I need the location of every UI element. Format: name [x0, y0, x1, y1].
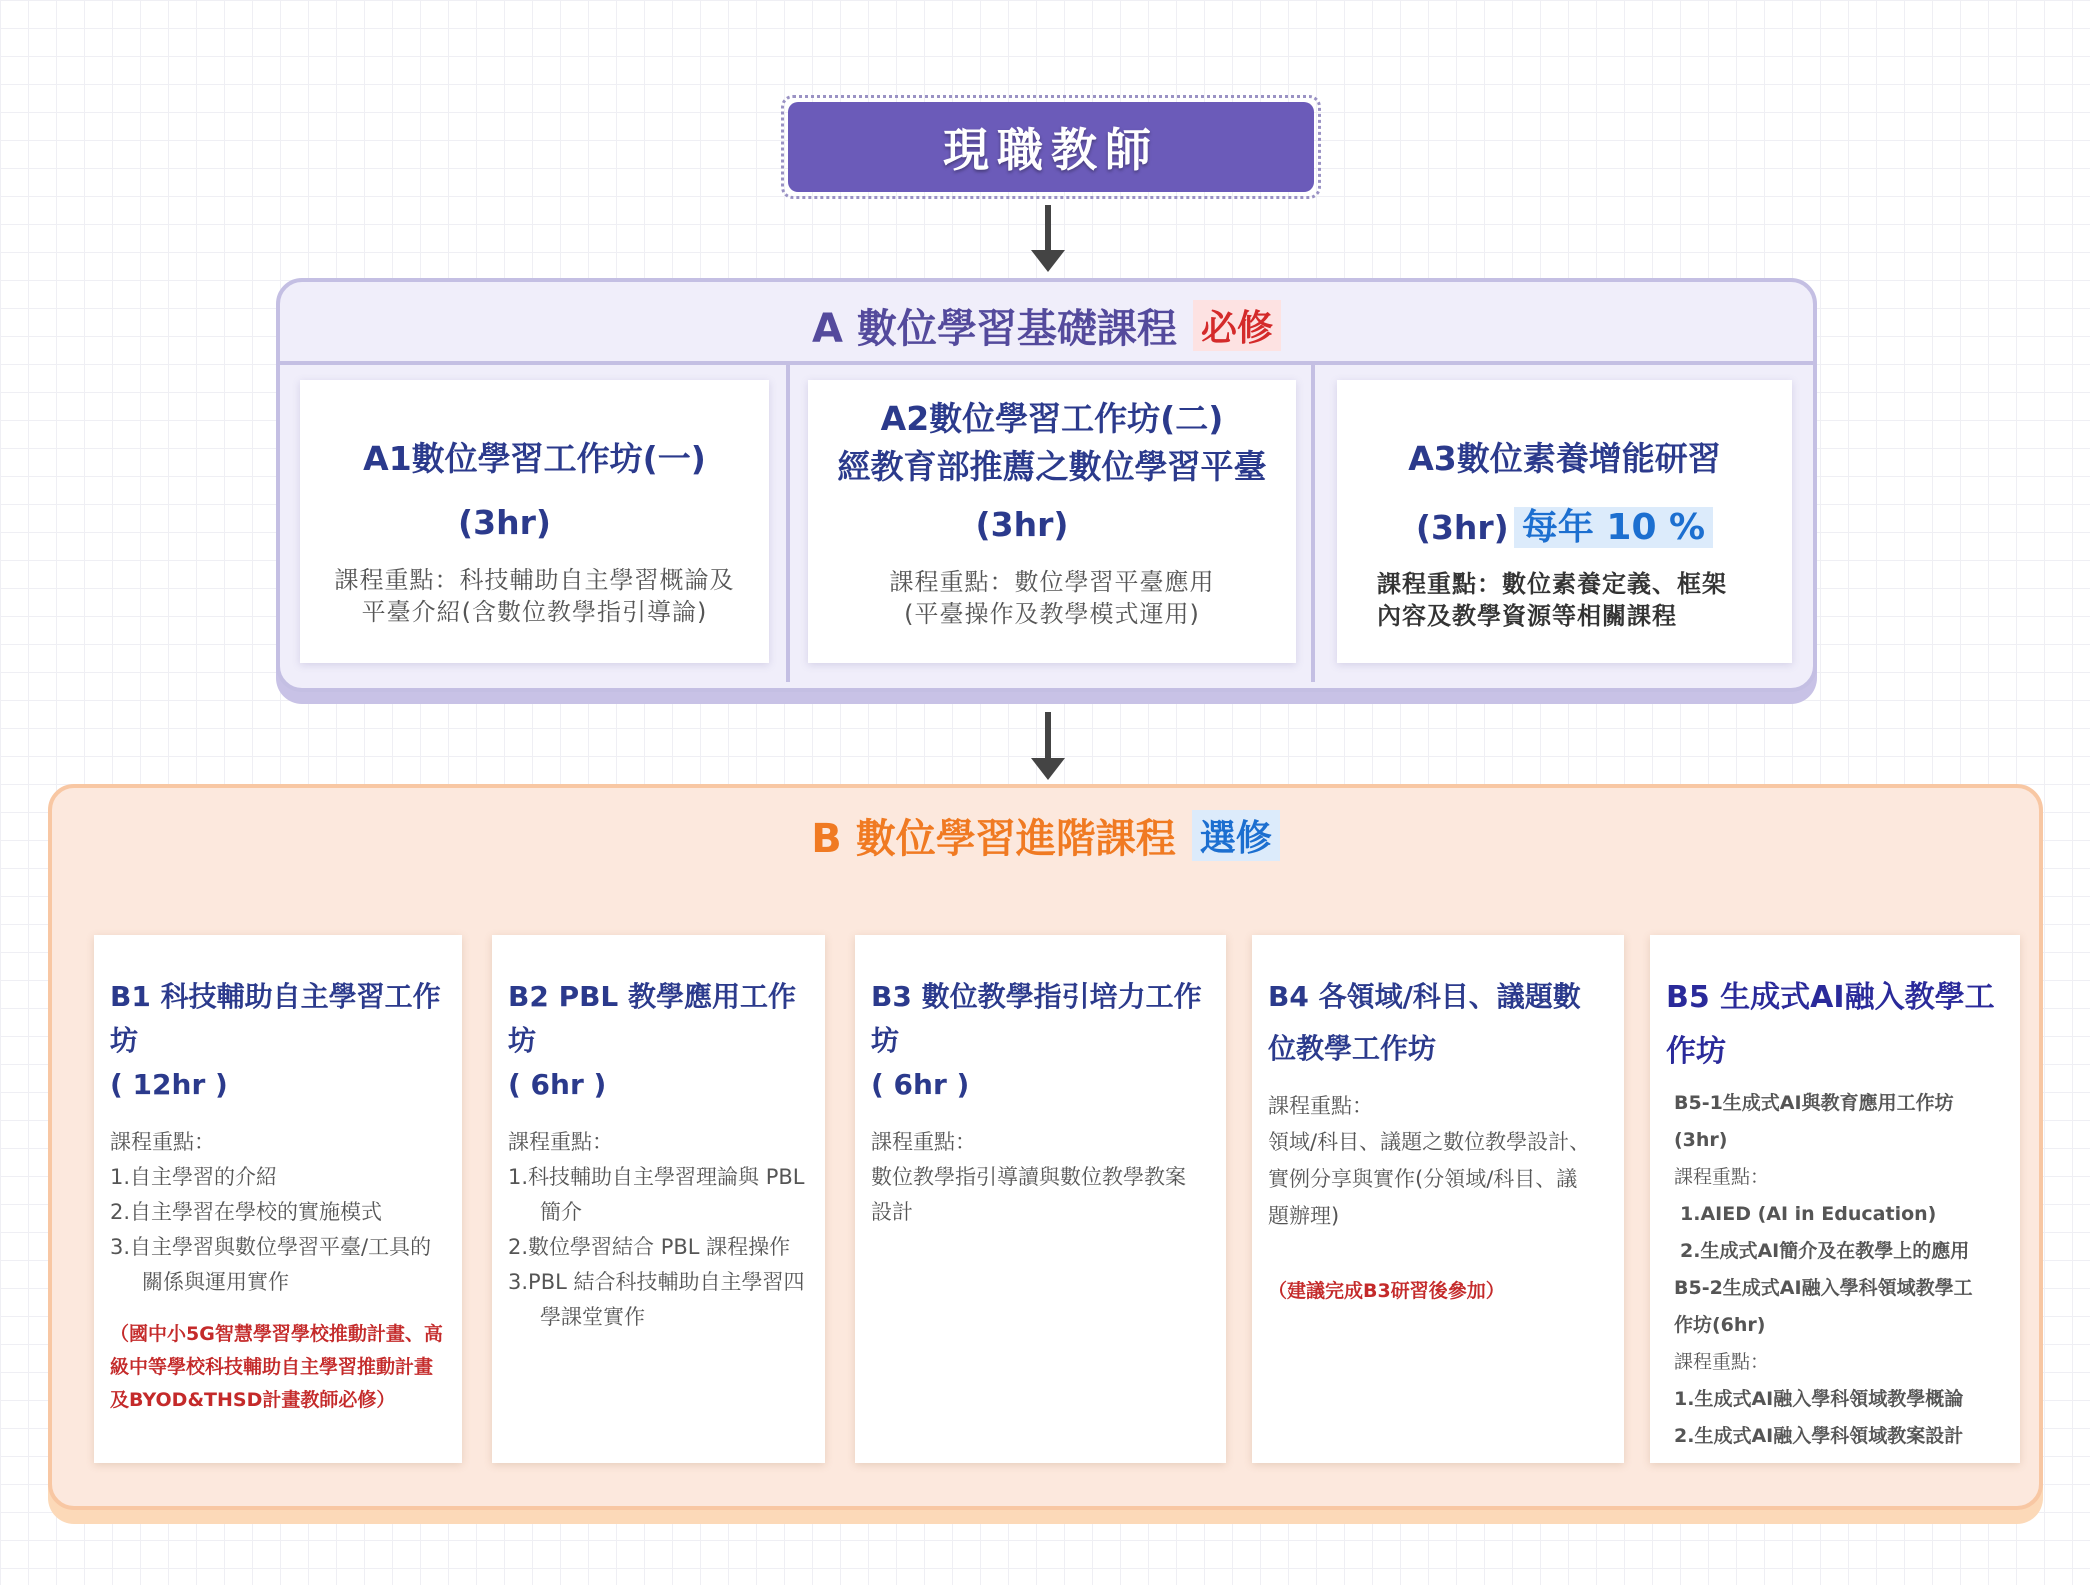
card-text-line: 課程重點：	[1674, 1351, 1770, 1373]
section-a-title: A 數位學習基礎課程	[812, 305, 1177, 352]
yearly-percent-badge: 每年 10 %	[1514, 507, 1713, 548]
course-card-b5	[1650, 935, 2020, 1463]
card-text-line: 實例分享與實作(分領域/科目、議	[1268, 1167, 1578, 1191]
course-card-b1	[94, 935, 462, 1463]
card-focus-label: 課程重點：	[508, 1130, 613, 1154]
course-card-a2	[808, 380, 1296, 663]
card-text-line: B5-1生成式AI與教育應用工作坊	[1674, 1092, 1954, 1114]
card-note: （建議完成B3研習後參加）	[1268, 1280, 1505, 1302]
card-text-line: 作坊(6hr)	[1674, 1314, 1766, 1336]
card-title: A3數位素養增能研習	[1408, 439, 1721, 478]
arrow-1-line	[1045, 205, 1051, 253]
card-text-line: 課程重點：	[1674, 1166, 1770, 1188]
card-text-line: (3hr)	[1674, 1129, 1728, 1151]
card-hours: (3hr)	[975, 505, 1069, 544]
card-list-item: 3.自主學習與數位學習平臺/工具的關係與運用實作	[110, 1235, 432, 1294]
card-title-line: A2數位學習工作坊(二)	[880, 399, 1224, 438]
arrow-1-head	[1031, 250, 1065, 272]
card-title-line: 位教學工作坊	[1268, 1032, 1437, 1065]
course-card-b2	[492, 935, 825, 1463]
card-title-line: 經教育部推薦之數位學習平臺	[837, 447, 1267, 486]
card-title-line: B1 科技輔助自主學習工作坊	[110, 980, 441, 1057]
card-hours: (3hr)	[458, 503, 551, 542]
card-text-line: 題辦理)	[1268, 1204, 1340, 1228]
arrow-2-head	[1031, 758, 1065, 780]
card-title: A1數位學習工作坊(一)	[363, 439, 706, 478]
teacher-box: 現職教師	[788, 102, 1314, 192]
section-b-header	[48, 800, 2043, 870]
card-text-line: 2.生成式AI融入學科領域教案設計	[1674, 1425, 1964, 1447]
card-focus-line: (平臺操作及教學模式運用)	[904, 600, 1200, 628]
card-text-line: B5-2生成式AI融入學科領域教學工	[1674, 1277, 1973, 1299]
section-a-divider	[280, 361, 1813, 365]
card-text-line: 數位教學指引導讀與數位教學教案	[871, 1165, 1186, 1189]
card-focus-label: 課程重點：	[871, 1130, 976, 1154]
card-title-line: ( 12hr )	[110, 1068, 228, 1101]
card-title-line: B3 數位教學指引培力工作坊	[871, 980, 1202, 1057]
card-focus-line: 課程重點：科技輔助自主學習概論及	[334, 566, 735, 594]
card-title-line: B4 各領域/科目、議題數	[1268, 980, 1581, 1013]
card-title-line: 作坊	[1666, 1034, 1726, 1069]
card-text-line: 領域/科目、議題之數位教學設計、	[1268, 1130, 1591, 1154]
card-title-line: B2 PBL 教學應用工作坊	[508, 980, 797, 1057]
card-title-line: ( 6hr )	[871, 1068, 970, 1101]
card-focus-label: 課程重點：	[110, 1130, 215, 1154]
elective-badge: 選修	[1192, 810, 1280, 861]
section-b-title: B 數位學習進階課程	[811, 815, 1176, 862]
course-card-b4	[1252, 935, 1624, 1463]
section-a-col-divider	[1311, 365, 1315, 682]
card-list-item: 2.數位學習結合 PBL 課程操作	[508, 1235, 791, 1259]
section-a-header	[276, 290, 1817, 360]
card-text-line: 2.生成式AI簡介及在教學上的應用	[1680, 1240, 1970, 1262]
arrow-2-line	[1045, 712, 1051, 762]
card-focus-line: 平臺介紹(含數位教學指引導論)	[361, 598, 708, 626]
card-list-item: 1.自主學習的介紹	[110, 1165, 278, 1189]
card-list-item: 3.PBL 結合科技輔助自主學習四學課堂實作	[508, 1270, 805, 1329]
card-title-line: ( 6hr )	[508, 1068, 607, 1101]
card-list-item: 1.科技輔助自主學習理論與 PBL 簡介	[508, 1165, 805, 1224]
card-text-line: 1.生成式AI融入學科領域教學概論	[1674, 1388, 1964, 1410]
card-focus-line: 課程重點：數位學習平臺應用	[889, 568, 1215, 596]
course-card-a1	[300, 380, 769, 663]
card-focus-label: 課程重點：	[1268, 1094, 1373, 1118]
card-focus-line: 內容及教學資源等相關課程	[1377, 602, 1677, 630]
card-title-line: B5 生成式AI融入教學工	[1666, 980, 1995, 1015]
card-text-line: 設計	[871, 1200, 913, 1224]
card-note: （國中小5G智慧學習學校推動計畫、高級中等學校科技輔助自主學習推動計畫及BYOD&THSD計畫教師必修）	[110, 1323, 443, 1411]
card-hours: (3hr)	[1415, 508, 1509, 547]
course-card-b3	[855, 935, 1226, 1463]
course-card-a3	[1337, 380, 1792, 663]
card-list-item: 2.自主學習在學校的實施模式	[110, 1200, 383, 1224]
card-focus-line: 課程重點：數位素養定義、框架	[1377, 570, 1727, 598]
required-badge: 必修	[1193, 300, 1281, 351]
card-text-line: 1.AIED (AI in Education)	[1680, 1203, 1937, 1225]
